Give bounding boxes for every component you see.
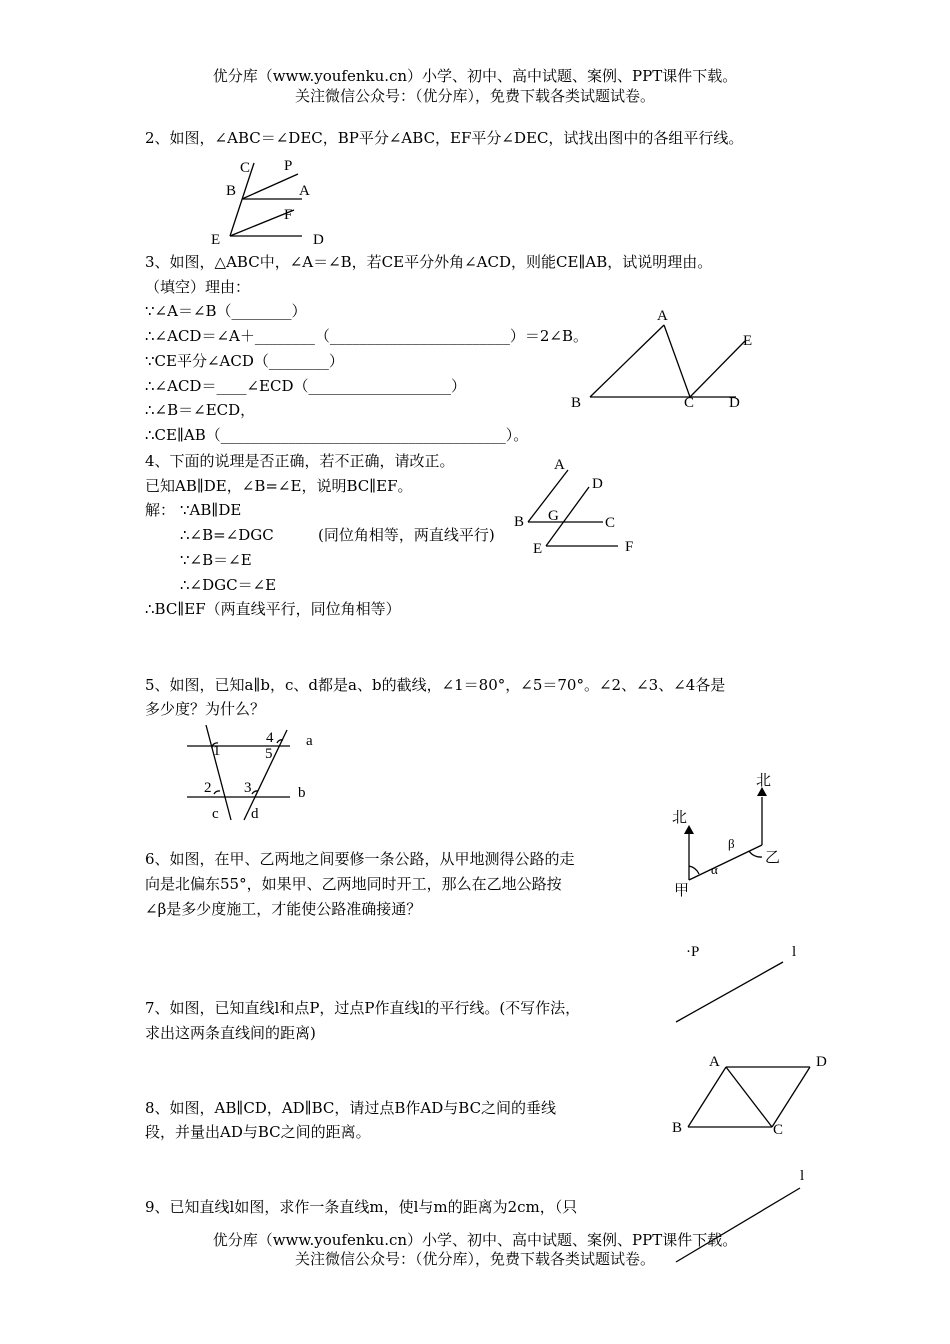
q5-figure <box>187 725 290 820</box>
q6-figure <box>689 797 762 880</box>
q2-label-B: B <box>226 183 237 199</box>
q7-label-P: ·P <box>686 944 700 960</box>
q2-label-C: C <box>240 160 251 176</box>
q5-label-1: 1 <box>213 743 221 759</box>
q9-line-l <box>676 1188 800 1262</box>
q4-label-B: B <box>514 514 525 530</box>
q3-text: 3、如图，△ABC中，∠A＝∠B，若CE平分外角∠ACD，则能CE∥AB，试说明理由。 <box>145 253 713 271</box>
q7-line-l <box>676 962 783 1022</box>
q6-text-1: 6、如图，在甲、乙两地之间要修一条公路，从甲地测得公路的走 <box>145 850 575 868</box>
q5-label-3: 3 <box>244 780 252 796</box>
q2-label-E: E <box>211 232 221 248</box>
q6-label-beta: β <box>728 836 735 851</box>
q4-given: 已知AB∥DE，∠B=∠E，说明BC∥EF。 <box>145 477 413 495</box>
q5-text-2: 多少度？为什么？ <box>145 700 266 718</box>
footer-line-1: 优分库（www.youfenku.cn）小学、初中、高中试题、案例、PPT课件下载。 <box>212 1231 738 1249</box>
q5-label-a: a <box>306 733 313 749</box>
q8-label-B: B <box>672 1120 683 1136</box>
q4-solution-label: 解： <box>145 501 176 519</box>
q3-label-E: E <box>743 333 753 349</box>
q5-label-b: b <box>298 785 306 801</box>
q8-label-C: C <box>773 1122 784 1138</box>
q9-text: 9、已知直线l如图，求作一条直线m，使l与m的距离为2cm，（只 <box>145 1198 578 1216</box>
header-line-2: 关注微信公众号：（优分库），免费下载各类试题试卷。 <box>294 87 655 105</box>
q8-text-1: 8、如图，AB∥CD，AD∥BC，请过点B作AD与BC之间的垂线 <box>145 1099 557 1117</box>
q4-figure <box>528 470 618 546</box>
q6-label-yi: 乙 <box>765 850 781 866</box>
q4-text: 4、下面的说理是否正确，若不正确，请改正。 <box>145 452 455 470</box>
q3-label-B: B <box>571 395 582 411</box>
q5-label-5: 5 <box>265 746 273 762</box>
q2-label-P: P <box>284 158 293 174</box>
q4-label-A: A <box>554 457 565 473</box>
q5-label-2: 2 <box>204 780 212 796</box>
q4-solution-3: ∵∠B＝∠E <box>180 551 252 569</box>
q2-text: 2、如图，∠ABC＝∠DEC，BP平分∠ABC，EF平分∠DEC，试找出图中的各组平行线。 <box>145 129 744 147</box>
q7-text-2: 求出这两条直线间的距离) <box>145 1024 316 1042</box>
q3-figure <box>590 325 745 397</box>
q5-label-4: 4 <box>266 730 274 746</box>
q2-label-D: D <box>313 232 324 248</box>
footer-line-2: 关注微信公众号：（优分库），免费下载各类试题试卷。 <box>294 1250 655 1268</box>
q4-solution-4: ∴∠DGC＝∠E <box>180 576 277 594</box>
q4-label-E: E <box>533 541 543 557</box>
q7-label-l: l <box>792 944 797 960</box>
q3-step-2: ∴∠ACD＝∠A＋________（________________________）＝2∠B。 <box>145 327 588 345</box>
q6-label-jia: 甲 <box>674 883 690 899</box>
q8-figure <box>688 1067 810 1127</box>
q3-fill-hint: （填空）理由： <box>145 278 251 296</box>
q3-step-6: ∴CE∥AB（______________________________________）。 <box>145 426 529 444</box>
q8-label-D: D <box>816 1054 827 1070</box>
q6-label-alpha: α <box>711 862 718 877</box>
q4-solution-2: ∴∠B=∠DGC <box>180 526 274 544</box>
q4-solution-5: ∴BC∥EF（两直线平行，同位角相等） <box>145 600 401 618</box>
q2-label-A: A <box>299 183 310 199</box>
q3-step-1: ∵∠A＝∠B（________） <box>145 302 307 320</box>
q5-label-c: c <box>212 806 219 822</box>
q2-label-F: F <box>284 207 293 223</box>
q4-label-F: F <box>625 539 634 555</box>
q4-label-G: G <box>548 508 559 524</box>
q6-text-3: ∠β是多少度施工，才能使公路准确接通？ <box>145 900 422 918</box>
q5-text-1: 5、如图，已知a∥b，c、d都是a、b的截线，∠1＝80°，∠5＝70°。∠2、∠3、∠4各是 <box>145 676 726 694</box>
q4-solution-2-reason: (同位角相等，两直线平行) <box>318 526 495 544</box>
q4-label-C: C <box>605 515 616 531</box>
q5-label-d: d <box>251 806 259 822</box>
q3-step-4: ∴∠ACD＝____∠ECD（___________________） <box>145 377 466 395</box>
q3-step-5: ∴∠B＝∠ECD， <box>145 401 256 419</box>
q7-text-1: 7、如图，已知直线l和点P，过点P作直线l的平行线。(不写作法， <box>145 999 581 1017</box>
q3-label-D: D <box>729 395 740 411</box>
q6-text-2: 向是北偏东55°，如果甲、乙两地同时开工，那么在乙地公路按 <box>145 875 562 893</box>
q3-label-A: A <box>657 308 668 324</box>
q4-solution-1: ∵AB∥DE <box>180 501 242 519</box>
q6-label-north-right: 北 <box>756 773 772 789</box>
header-line-1: 优分库（www.youfenku.cn）小学、初中、高中试题、案例、PPT课件下载。 <box>212 67 738 85</box>
q6-label-north-left: 北 <box>672 810 688 826</box>
q3-step-3: ∵CE平分∠ACD（________） <box>145 352 344 370</box>
q4-label-D: D <box>592 476 603 492</box>
q9-label-l: l <box>800 1168 805 1184</box>
north-arrow-left-icon <box>684 825 694 834</box>
q3-label-C: C <box>684 395 695 411</box>
q8-label-A: A <box>709 1054 720 1070</box>
q8-text-2: 段，并量出AD与BC之间的距离。 <box>145 1123 371 1141</box>
